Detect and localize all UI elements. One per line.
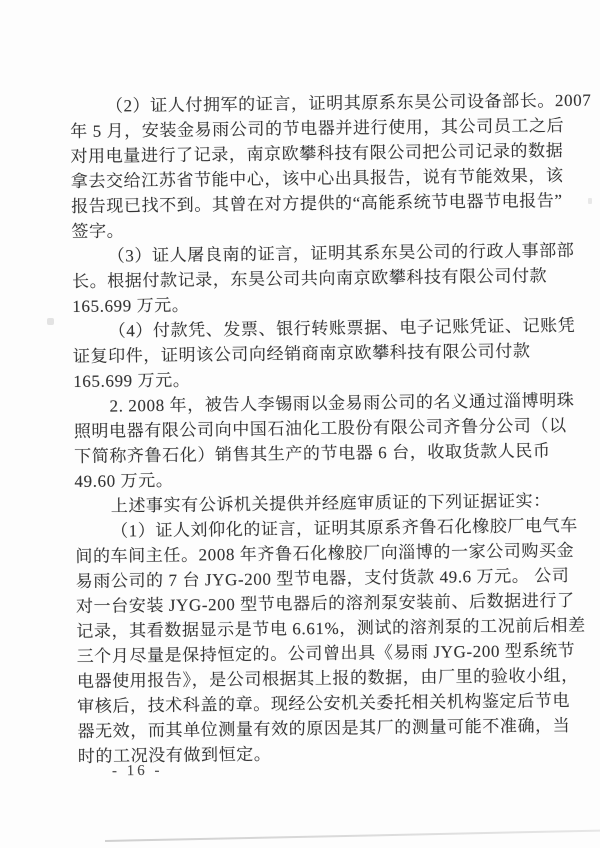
text-line: 记录，其看数据显示是节电 6.61%，测试的溶剂泵的工况前后相差 (76, 615, 586, 642)
text-line: 上述事实有公诉机关提供并经庭审质证的下列证据证实： (110, 491, 551, 516)
text-line: 电器使用报告》，是公司根据其上报的数据，由厂里的验收小组， (76, 665, 579, 692)
text-line: 165.699 万元。 (73, 370, 191, 392)
text-line: 器无效，而其单位测量有效的原因是其厂的测量可能不准确，当 (77, 715, 571, 742)
scan-artifact (588, 198, 592, 204)
document-text (70, 88, 592, 769)
text-line: （2）证人付拥军的证言，证明其原系东昊公司设备部长。2007 (105, 90, 592, 116)
text-line: （3）证人屠良南的证言，证明其系东昊公司的行政人事部部 (107, 240, 575, 266)
text-line: 2. 2008 年，被告人李锡雨以金易雨公司的名义通过淄博明珠 (109, 390, 575, 416)
text-line: 照明电器有限公司向中国石油化工股份有限公司齐鲁分公司（以 (73, 416, 567, 442)
paper-edge-line (105, 829, 600, 842)
text-line: 时的工况没有做到恒定。 (77, 744, 272, 767)
text-line: （4）付款凭、发票、银行转账票据、电子记账凭证、记账凭 (108, 315, 576, 341)
text-line: 对一台安装 JYG-200 型节电器后的溶剂泵安装前、后数据进行了 (75, 590, 575, 617)
text-line: 拿去交给江苏省节能中心，该中心出具报告，说有节能效果，该 (70, 166, 564, 192)
text-line: 49.60 万元。 (74, 470, 174, 492)
text-line: 间的车间主任。2008 年齐鲁石化橡胶厂向淄博的一家公司购买金 (75, 540, 575, 567)
text-line: （1）证人刘仰化的证言，证明其原系齐鲁石化橡胶厂电气车 (110, 515, 578, 541)
text-line: 年 5 月，安装金易雨公司的节电器并进行使用，其公司员工之后 (70, 116, 565, 142)
page-number: - 16 - (111, 762, 163, 780)
text-line: 证复印件，证明该公司向经销商南京欧攀科技有限公司付款 (72, 341, 531, 367)
text-line: 易雨公司的 7 台 JYG-200 型节电器，支付货款 49.6 万元。 公司 (75, 565, 570, 592)
text-line: 签字。 (71, 221, 125, 242)
text-line: 审核后，技术科盖的章。现经公安机关委托相关机构鉴定后节电 (77, 690, 571, 717)
text-line: 下简称齐鲁石化）销售其生产的节电器 6 台，收取货款人民币 (74, 441, 551, 467)
text-line: 报告现已找不到。其曾在对方提供的“高能系统节电器节电报告” (71, 191, 563, 217)
text-line: 三个月尽量是保持恒定的。公司曾出具《易雨 JYG-200 型系统节 (76, 640, 576, 667)
text-line: 长。根据付款记录，东昊公司共向南京欧攀科技有限公司付款 (71, 266, 548, 292)
scan-artifact (47, 318, 54, 325)
text-line: 165.699 万元。 (72, 295, 190, 317)
text-line: 对用电量进行了记录，南京欧攀科技有限公司把公司记录的数据 (70, 141, 564, 167)
